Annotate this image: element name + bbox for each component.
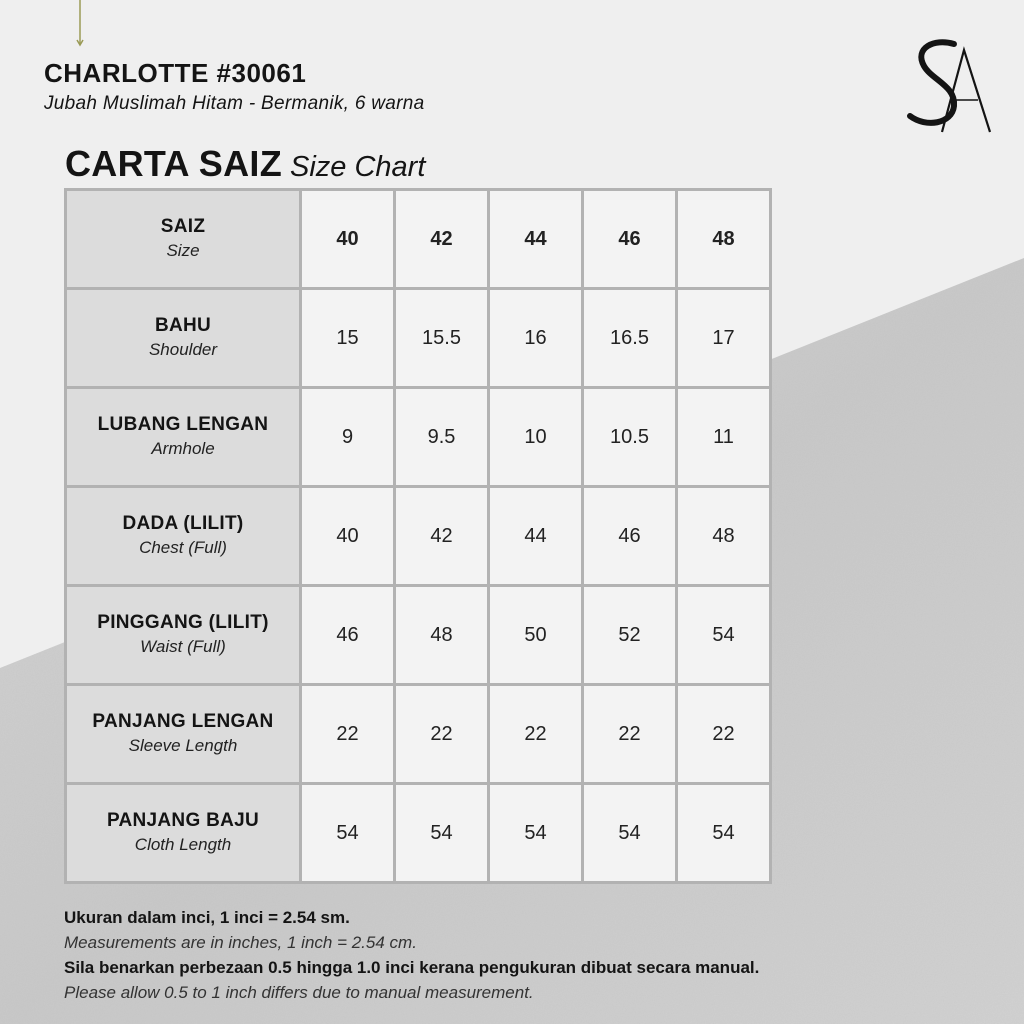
- row-label-cell: [66, 586, 301, 685]
- table-header-row: [66, 190, 771, 289]
- value-cell: 22: [677, 685, 771, 784]
- value-cell: 54: [677, 586, 771, 685]
- header-label-main: SAIZ: [160, 216, 206, 237]
- value-cell: 54: [583, 784, 677, 883]
- value-cell: 54: [489, 784, 583, 883]
- value-cell: 44: [489, 487, 583, 586]
- chart-heading: [65, 143, 425, 185]
- table-row: [66, 289, 771, 388]
- product-title: CHARLOTTE #30061: [44, 58, 307, 88]
- value-cell: 11: [677, 388, 771, 487]
- header-label-cell: [66, 190, 301, 289]
- brand-logo: [896, 36, 996, 136]
- measurement-notes: [64, 905, 759, 1005]
- value-cell: 10.5: [583, 388, 677, 487]
- row-label-cell: [66, 388, 301, 487]
- row-label-sub: Shoulder: [148, 340, 218, 359]
- row-label-main: BAHU: [154, 315, 212, 336]
- value-cell: 9.5: [395, 388, 489, 487]
- chart-heading-sub: Size Chart: [289, 151, 426, 183]
- chart-heading-main: CARTA SAIZ: [65, 143, 282, 184]
- table-row: [66, 784, 771, 883]
- value-cell: 42: [395, 487, 489, 586]
- value-cell: 54: [395, 784, 489, 883]
- row-label-sub: Cloth Length: [134, 835, 232, 854]
- value-cell: 54: [677, 784, 771, 883]
- table-row: [66, 586, 771, 685]
- value-cell: 15: [301, 289, 395, 388]
- note-line-english-tolerance: Please allow 0.5 to 1 inch differs due to manual measurement.: [64, 983, 534, 1002]
- row-label-main: PINGGANG (LILIT): [97, 612, 269, 633]
- table-row: [66, 685, 771, 784]
- value-cell: 52: [583, 586, 677, 685]
- row-label-main: PANJANG LENGAN: [92, 711, 274, 732]
- size-header-cell: 40: [301, 190, 395, 289]
- row-label-cell: [66, 685, 301, 784]
- note-line-english-unit: Measurements are in inches, 1 inch = 2.54 cm.: [64, 933, 417, 952]
- value-cell: 22: [301, 685, 395, 784]
- row-label-main: DADA (LILIT): [122, 513, 244, 534]
- row-label-sub: Chest (Full): [139, 538, 227, 557]
- value-cell: 16.5: [583, 289, 677, 388]
- size-header-cell: 48: [677, 190, 771, 289]
- value-cell: 9: [301, 388, 395, 487]
- value-cell: 40: [301, 487, 395, 586]
- value-cell: 10: [489, 388, 583, 487]
- note-line-malay-unit: Ukuran dalam inci, 1 inci = 2.54 sm.: [64, 908, 350, 927]
- row-label-sub: Waist (Full): [140, 637, 226, 656]
- row-label-sub: Armhole: [151, 439, 215, 458]
- row-label-main: LUBANG LENGAN: [97, 414, 269, 435]
- value-cell: 16: [489, 289, 583, 388]
- value-cell: 46: [583, 487, 677, 586]
- size-chart-table: [64, 188, 772, 884]
- value-cell: 46: [301, 586, 395, 685]
- row-label-main: PANJANG BAJU: [106, 810, 260, 831]
- row-label-cell: [66, 487, 301, 586]
- product-subtitle: Jubah Muslimah Hitam - Bermanik, 6 warna: [44, 93, 425, 114]
- header-label-sub: Size: [166, 241, 200, 260]
- row-label-cell: [66, 289, 301, 388]
- size-header-cell: 46: [583, 190, 677, 289]
- value-cell: 50: [489, 586, 583, 685]
- table-row: [66, 388, 771, 487]
- value-cell: 48: [677, 487, 771, 586]
- value-cell: 15.5: [395, 289, 489, 388]
- arrow-down-icon: [75, 0, 85, 48]
- size-header-cell: 44: [489, 190, 583, 289]
- table-row: [66, 487, 771, 586]
- note-line-malay-tolerance: Sila benarkan perbezaan 0.5 hingga 1.0 inci kerana pengukuran dibuat secara manual.: [64, 958, 760, 977]
- row-label-sub: Sleeve Length: [128, 736, 238, 755]
- row-label-cell: [66, 784, 301, 883]
- value-cell: 22: [583, 685, 677, 784]
- value-cell: 22: [395, 685, 489, 784]
- size-header-cell: 42: [395, 190, 489, 289]
- value-cell: 17: [677, 289, 771, 388]
- value-cell: 48: [395, 586, 489, 685]
- value-cell: 54: [301, 784, 395, 883]
- value-cell: 22: [489, 685, 583, 784]
